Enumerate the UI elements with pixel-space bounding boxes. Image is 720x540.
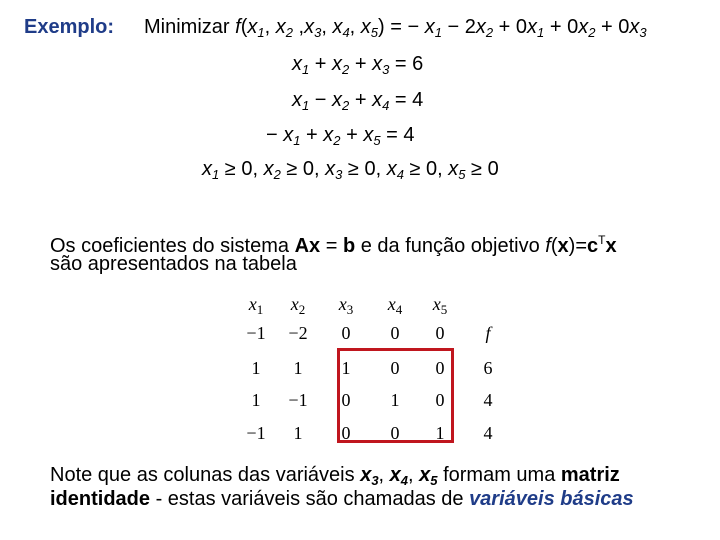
vector-b: b bbox=[342, 235, 356, 257]
vector-c: c bbox=[587, 235, 599, 257]
objective-args: ($x_1$, $x_2$ $,x_3$, $x_4$, $x_5$) = − $x_1 - 2x_2 + 0x_1 + 0x_2 + 0x_3$ bbox=[240, 16, 647, 40]
table-cell: 0 bbox=[390, 323, 400, 343]
vector-x-2: x bbox=[605, 235, 617, 257]
note-var-x5: $x_5$ bbox=[419, 464, 438, 488]
table-header-x4: $x_4$ bbox=[387, 294, 403, 317]
table-cell: −2 bbox=[288, 323, 308, 343]
description-line-2: são apresentados na tabela bbox=[50, 253, 297, 275]
note-var-x3: $x_3$ bbox=[360, 464, 379, 488]
table-cell: 1 bbox=[251, 390, 261, 410]
note-basic-variables: variáveis básicas bbox=[469, 488, 634, 510]
table-header-x2: $x_2$ bbox=[290, 294, 306, 317]
table-cell: −1 bbox=[288, 390, 308, 410]
note-var-x4: $x_4$ bbox=[389, 464, 409, 488]
identity-highlight-box bbox=[337, 348, 454, 443]
constraint-3: − $x_1 + x_2 + x_5 = 4$ bbox=[266, 124, 415, 148]
description-text: Os coeficientes do sistema bbox=[50, 235, 295, 257]
table-cell: 0 bbox=[390, 423, 400, 443]
note-identidade: identidade bbox=[50, 488, 151, 510]
table-rhs-cell: f bbox=[485, 323, 491, 343]
table-rhs-cell: 4 bbox=[483, 390, 493, 410]
vector-x: x bbox=[557, 235, 569, 257]
note-text-3: - estas variáveis são chamadas de bbox=[150, 488, 470, 510]
note-line-2 bbox=[50, 487, 634, 511]
table-cell: 1 bbox=[435, 423, 445, 443]
note-matriz: matriz bbox=[560, 464, 620, 486]
function-f: f bbox=[545, 235, 551, 257]
table-cell: 0 bbox=[341, 323, 351, 343]
constraint-1: $x_1 + x_2 + x_3 = 6$ bbox=[292, 53, 424, 77]
table-cell: −1 bbox=[246, 423, 266, 443]
table-header-x1: $x_1$ bbox=[248, 294, 264, 317]
table-cell: 1 bbox=[293, 358, 303, 378]
equals-sign: = bbox=[320, 235, 343, 257]
table-cell: 0 bbox=[390, 358, 400, 378]
description-text-2: e da função objetivo bbox=[355, 235, 546, 257]
table-cell: 0 bbox=[435, 390, 445, 410]
matrix-ax: Ax bbox=[294, 235, 321, 257]
nonnegativity-constraint: $x_1 \ge 0$, $x_2 \ge 0$, $x_3 \ge 0$, $x_4 \ge 0$, $x_5 \ge 0$ bbox=[202, 158, 499, 182]
objective-f: f bbox=[235, 16, 241, 38]
table-cell: 0 bbox=[341, 423, 351, 443]
table-cell: 1 bbox=[293, 423, 303, 443]
table-header-x5: $x_5$ bbox=[432, 294, 448, 317]
table-cell: 1 bbox=[390, 390, 400, 410]
note-text: Note que as colunas das variáveis bbox=[50, 464, 361, 486]
paren-close-equals: )= bbox=[568, 235, 587, 257]
table-rhs-cell: 4 bbox=[483, 423, 493, 443]
table-header-x3: $x_3$ bbox=[338, 294, 354, 317]
transpose-mark: T bbox=[598, 233, 606, 247]
objective-prefix: Minimizar bbox=[144, 16, 236, 38]
paren-open: ( bbox=[550, 235, 558, 257]
table-cell: 0 bbox=[341, 390, 351, 410]
table-cell: 0 bbox=[435, 358, 445, 378]
table-cell: 0 bbox=[435, 323, 445, 343]
table-rhs-cell: 6 bbox=[483, 358, 493, 378]
constraint-2: $x_1 - x_2 + x_4 = 4$ bbox=[292, 89, 424, 113]
table-cell: 1 bbox=[251, 358, 261, 378]
example-label: Exemplo: bbox=[24, 16, 115, 38]
note-sep: , bbox=[408, 464, 420, 486]
note-sep: , bbox=[378, 464, 390, 486]
table-cell: 1 bbox=[341, 358, 351, 378]
table-cell: −1 bbox=[246, 323, 266, 343]
note-text-2: formam uma bbox=[437, 464, 561, 486]
